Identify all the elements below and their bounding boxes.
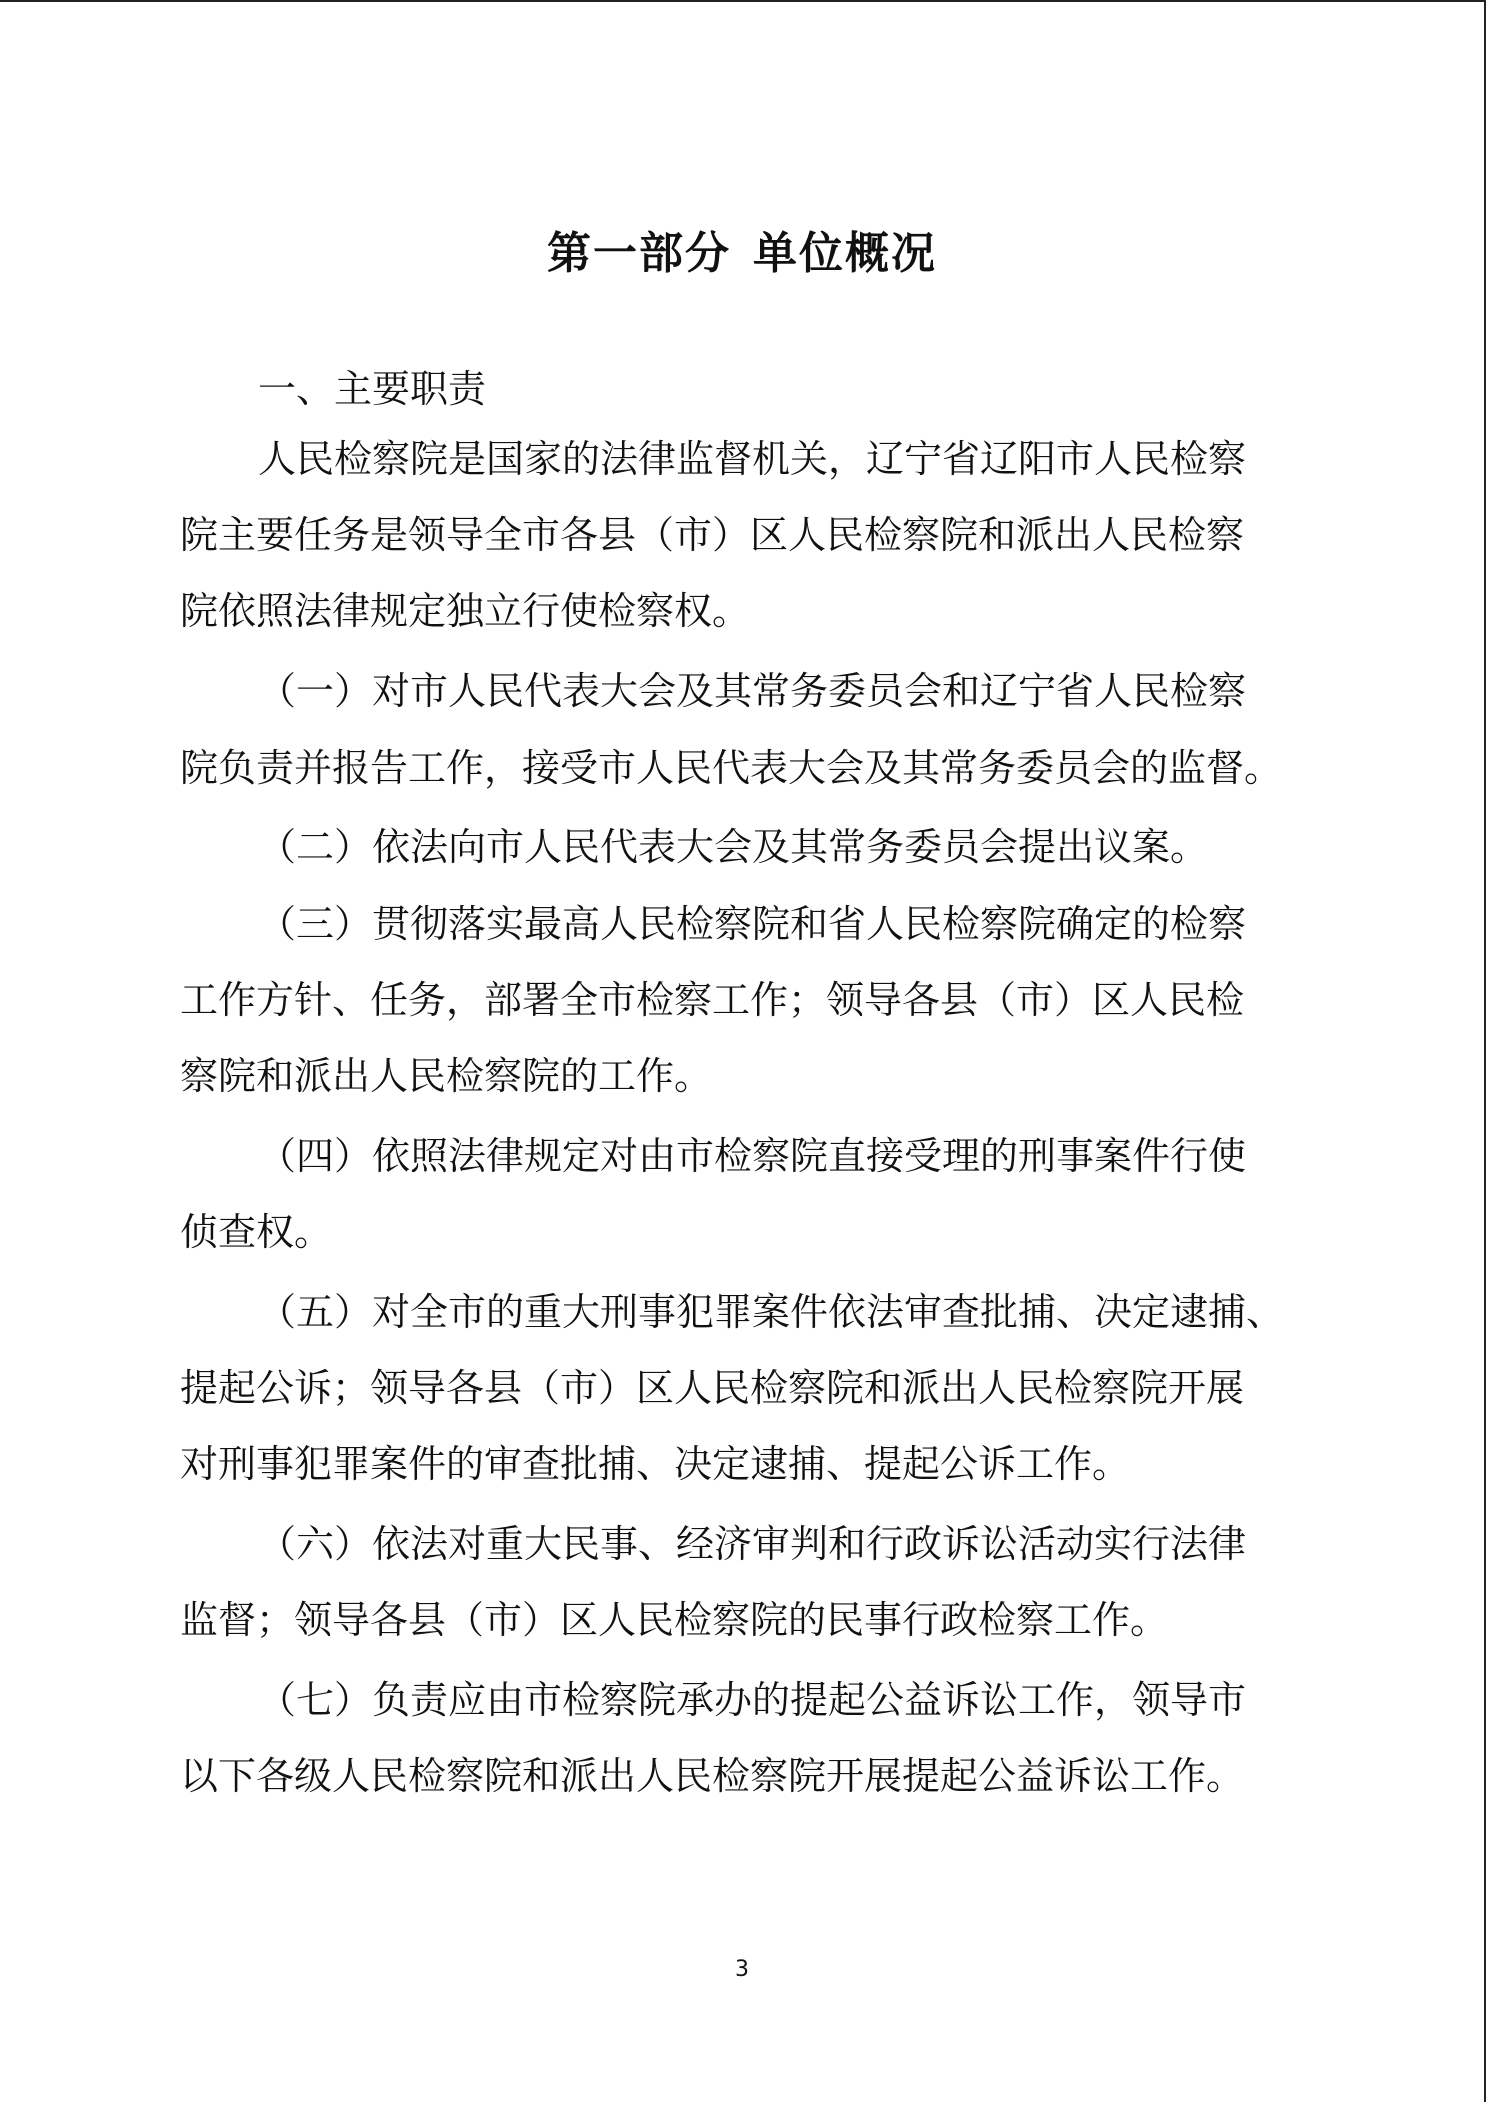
paragraph-line: （一）对市人民代表大会及其常务委员会和辽宁省人民检察: [258, 669, 1247, 713]
paragraph-line: 工作方针、任务，部署全市检察工作；领导各县（市）区人民检: [180, 978, 1245, 1022]
paragraph-line: 提起公诉；领导各县（市）区人民检察院和派出人民检察院开展: [180, 1366, 1245, 1410]
paragraph-line: 院负责并报告工作，接受市人民代表大会及其常务委员会的监督。: [180, 746, 1283, 790]
paragraph-line: 院依照法律规定独立行使检察权。: [180, 589, 751, 633]
paragraph-line: 人民检察院是国家的法律监督机关，辽宁省辽阳市人民检察: [258, 437, 1247, 481]
paragraph-line: 院主要任务是领导全市各县（市）区人民检察院和派出人民检察: [180, 513, 1245, 557]
page-title: [0, 224, 1484, 284]
paragraph-line: （六）依法对重大民事、经济审判和行政诉讼活动实行法律: [258, 1522, 1247, 1566]
title-part: 第一部分: [547, 228, 731, 279]
paragraph-line: 察院和派出人民检察院的工作。: [180, 1054, 713, 1098]
page-number: 3: [735, 1957, 749, 1982]
title-main: 单位概况: [753, 228, 937, 279]
paragraph-line: （四）依照法律规定对由市检察院直接受理的刑事案件行使: [258, 1134, 1247, 1178]
paragraph-line: （五）对全市的重大刑事犯罪案件依法审查批捕、决定逮捕、: [258, 1290, 1285, 1334]
paragraph-line: （二）依法向市人民代表大会及其常务委员会提出议案。: [258, 825, 1209, 869]
paragraph-line: 以下各级人民检察院和派出人民检察院开展提起公益诉讼工作。: [180, 1754, 1245, 1798]
paragraph-line: 监督；领导各县（市）区人民检察院的民事行政检察工作。: [180, 1598, 1169, 1642]
paragraph-line: 侦查权。: [180, 1210, 333, 1254]
paragraph-line: （七）负责应由市检察院承办的提起公益诉讼工作，领导市: [258, 1678, 1247, 1722]
paragraph-line: （三）贯彻落实最高人民检察院和省人民检察院确定的检察: [258, 902, 1247, 946]
section-heading: 一、主要职责: [258, 367, 487, 411]
paragraph-line: 对刑事犯罪案件的审查批捕、决定逮捕、提起公诉工作。: [180, 1442, 1131, 1486]
